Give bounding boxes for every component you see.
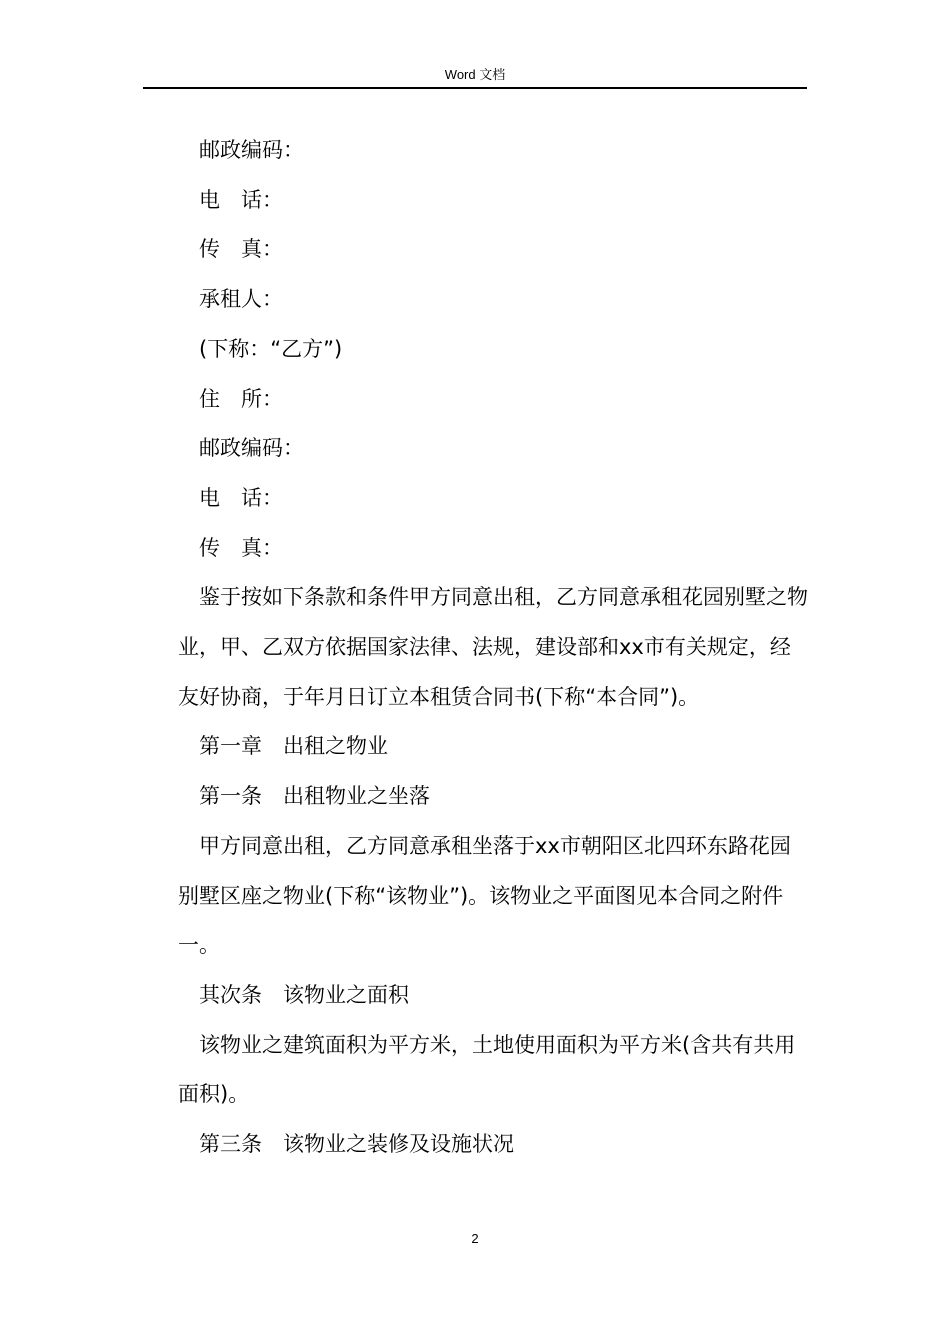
paragraph-party-b-alias: (下称：“乙方”)	[199, 336, 343, 361]
article-heading-decoration: 第三条 该物业之装修及设施状况	[199, 1132, 514, 1157]
chapter-heading: 第一章 出租之物业	[199, 734, 388, 759]
paragraph-area: 该物业之建筑面积为平方米，土地使用面积为平方米(含共有共用面积)。	[178, 1032, 796, 1107]
document-body	[178, 126, 808, 1170]
article-heading-area: 其次条 该物业之面积	[199, 982, 409, 1007]
paragraph-phone: 电 话：	[199, 187, 283, 212]
page-number: 2	[471, 1231, 479, 1246]
paragraph-preamble: 鉴于按如下条款和条件甲方同意出租，乙方同意承租花园别墅之物业，甲、乙双方依据国家法律、法规，建设部和xx市有关规定，经友好协商，于年月日订立本租赁合同书(下称“本合同”)。	[178, 585, 808, 709]
paragraph-phone-b: 电 话：	[199, 485, 283, 510]
header-divider	[143, 87, 807, 89]
paragraph-postal-code-b: 邮政编码：	[199, 436, 304, 461]
article-heading-location: 第一条 出租物业之坐落	[199, 784, 430, 809]
paragraph-fax: 传 真：	[199, 237, 283, 262]
paragraph-fax-b: 传 真：	[199, 535, 283, 560]
paragraph-location: 甲方同意出租，乙方同意承租坐落于xx市朝阳区北四环东路花园别墅区座之物业(下称“该物业”)。该物业之平面图见本合同之附件一。	[178, 833, 791, 958]
paragraph-lessee: 承租人：	[199, 287, 283, 312]
paragraph-postal-code: 邮政编码：	[199, 138, 304, 162]
paragraph-address: 住 所：	[199, 386, 283, 411]
page-header-title: Word 文档	[444, 67, 506, 82]
